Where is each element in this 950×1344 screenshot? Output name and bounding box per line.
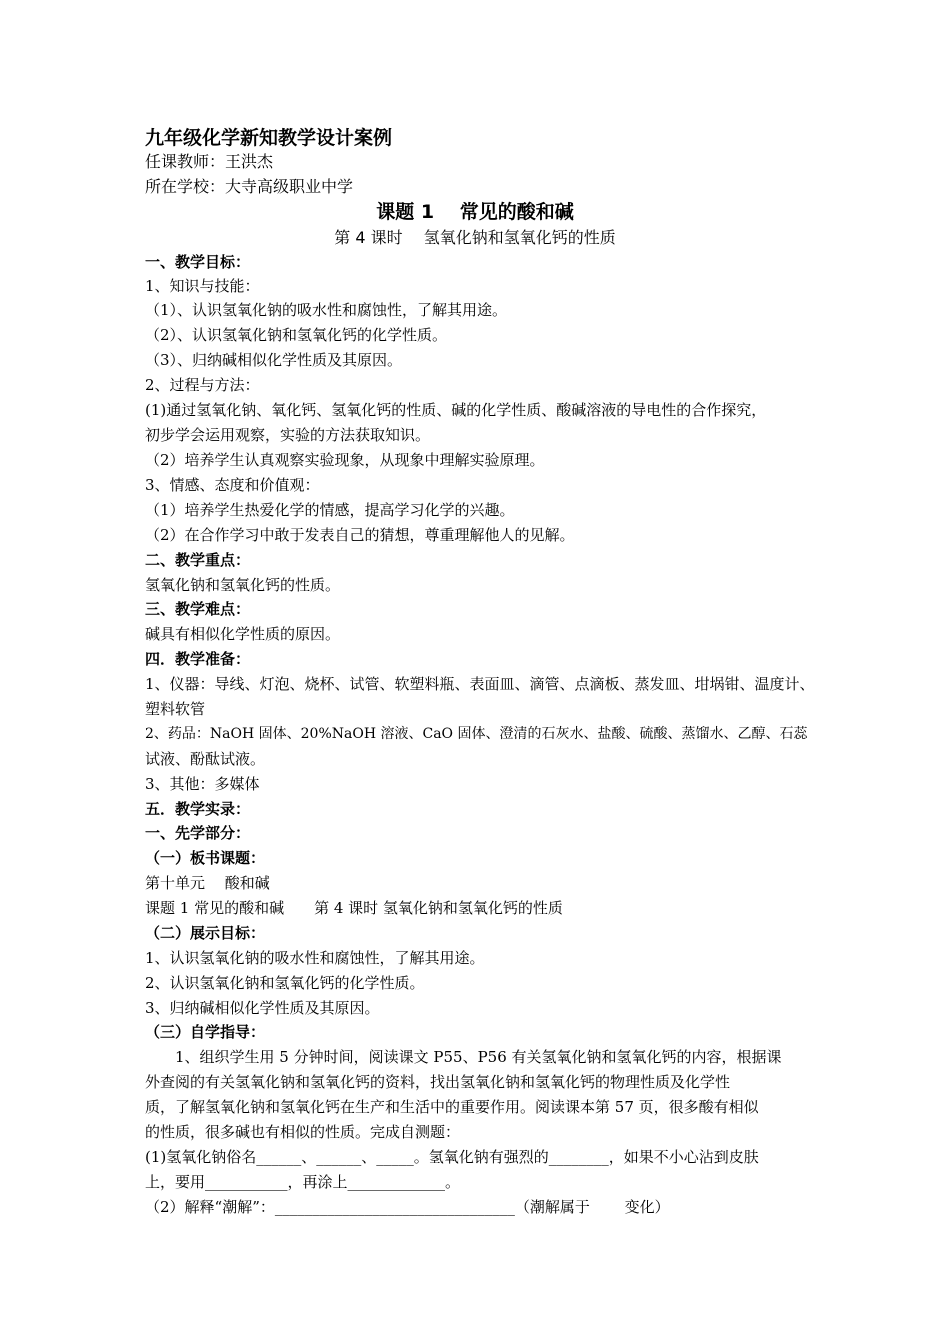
text-line: 3、其他：多媒体 (145, 775, 260, 793)
section-heading: （三）自学指导： (145, 1023, 266, 1041)
text-line: 试液、酚酞试液。 (145, 750, 266, 768)
section-heading: 四．教学准备： (145, 650, 251, 668)
text-line: 第十单元 酸和碱 (145, 874, 270, 892)
text-line: （1）、认识氢氧化钠的吸水性和腐蚀性，了解其用途。 (145, 301, 508, 319)
lesson-title: 课题 1 常见的酸和碱 (376, 201, 574, 223)
text-line: 2、认识氢氧化钠和氢氧化钙的化学性质。 (145, 974, 425, 992)
section-heading: 一、先学部分： (145, 824, 251, 842)
text-line: 1、知识与技能： (145, 277, 260, 295)
text-line: 课题 1 常见的酸和碱 第 4 课时 氢氧化钠和氢氧化钙的性质 (145, 899, 563, 917)
text-line: 质，了解氢氧化钠和氢氧化钙在生产和生活中的重要作用。阅读课本第 57 页，很多酸有相似 (145, 1098, 759, 1116)
text-line: 1、仪器：导线、灯泡、烧杯、试管、软塑料瓶、表面皿、滴管、点滴板、蒸发皿、坩埚钳、温度计、 (145, 675, 815, 693)
section-heading: 一、教学目标： (145, 253, 251, 271)
section-heading: 二、教学重点： (145, 551, 251, 569)
text-line: 初步学会运用观察，实验的方法获取知识。 (145, 426, 431, 444)
question-line: 上，要用___________，再涂上_____________。 (145, 1173, 461, 1191)
section-heading: （一）板书课题： (145, 849, 266, 867)
text-line: （3）、归纳碱相似化学性质及其原因。 (145, 351, 403, 369)
document-title: 九年级化学新知教学设计案例 (145, 127, 393, 149)
question-line: (1)氢氧化钠俗名______、______、_____。氢氧化钠有强烈的________，如果不小心沾到皮肤 (145, 1148, 759, 1166)
text-line: 1、组织学生用 5 分钟时间，阅读课文 P55、P56 有关氢氧化钠和氢氧化钙的内容，根据课 (145, 1048, 782, 1066)
text-line: (1)通过氢氧化钠、氧化钙、氢氧化钙的性质、碱的化学性质、酸碱溶液的导电性的合作探究， (145, 401, 767, 419)
text-line: 氢氧化钠和氢氧化钙的性质。 (145, 576, 341, 594)
text-line: 塑料软管 (145, 700, 206, 718)
text-line: 外查阅的有关氢氧化钠和氢氧化钙的资料，找出氢氧化钠和氢氧化钙的物理性质及化学性 (145, 1073, 731, 1091)
text-line: （1）培养学生热爱化学的情感，提高学习化学的兴趣。 (145, 501, 515, 519)
text-line: 2、过程与方法： (145, 376, 260, 394)
school-line: 所在学校：大寺高级职业中学 (145, 177, 354, 196)
section-heading: 三、教学难点： (145, 600, 251, 618)
text-line: 3、归纳碱相似化学性质及其原因。 (145, 999, 380, 1017)
text-line: 1、认识氢氧化钠的吸水性和腐蚀性，了解其用途。 (145, 949, 485, 967)
section-heading: （二）展示目标： (145, 924, 266, 942)
lesson-subtitle: 第 4 课时 氢氧化钠和氢氧化钙的性质 (334, 228, 616, 247)
section-heading: 五．教学实录： (145, 800, 251, 818)
text-line: 2、药品：NaOH 固体、20%NaOH 溶液、CaO 固体、澄清的石灰水、盐酸、硫酸、蒸馏水、乙醇、石蕊 (145, 726, 808, 742)
text-line: 碱具有相似化学性质的原因。 (145, 625, 341, 643)
text-line: 的性质，很多碱也有相似的性质。完成自测题： (145, 1123, 461, 1141)
text-line: 3、情感、态度和价值观： (145, 476, 320, 494)
teacher-line: 任课教师：王洪杰 (145, 152, 274, 171)
question-line: （2）解释“潮解”：________________________________（潮解属于 变化） (145, 1198, 670, 1216)
text-line: （2）、认识氢氧化钠和氢氧化钙的化学性质。 (145, 326, 448, 344)
text-line: （2）培养学生认真观察实验现象，从现象中理解实验原理。 (145, 451, 545, 469)
text-line: （2）在合作学习中敢于发表自己的猜想，尊重理解他人的见解。 (145, 526, 575, 544)
